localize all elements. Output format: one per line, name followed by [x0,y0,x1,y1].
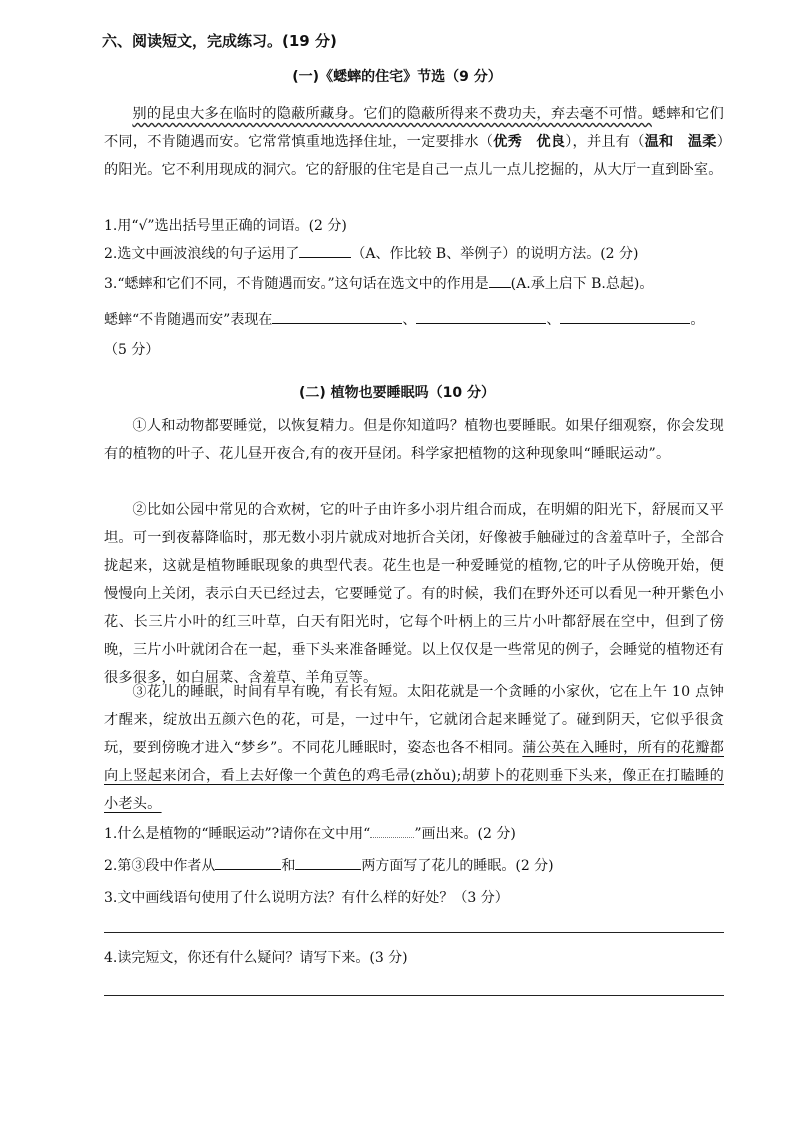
underlined-sentence: 蒲公英在入睡时，所有的花瓣都向上竖起来闭合，看上去好像一个黄色的鸡毛帚(zhǒu);胡萝卜的花则垂下头来，像正在打瞌睡的小老头。 [104,740,724,812]
part2-title: (二) 植物也要睡眠吗（10 分） [298,385,496,401]
passage-text: ）的阳光。它不利用现成的洞穴。它的舒服的住宅是自己一点儿一点儿挖掘的，从大厅一直到卧室。 [104,134,724,178]
choice-group-1[interactable]: 优秀 优良 [493,134,566,150]
part2-question-3: 3.文中画线语句使用了什么说明方法？有什么样的好处？（3 分） [104,890,509,906]
passage-text: 蟋蟀和它们不同，不肯随遇而安。它常常慎重地选择住址，一定要排水（ [104,106,724,150]
part2-paragraph-3 [104,678,724,818]
question-text: 2.第③段中作者从 [104,858,216,874]
question-text: （A、作比较 B、举例子）的说明方法。(2 分) [351,246,639,262]
part2-question-1 [104,820,726,848]
choice-group-2[interactable]: 温和 温柔 [644,134,717,150]
wavy-underlined-sentence: 别的昆虫大多在临时的隐蔽所藏身。它们的隐蔽所得来不费功夫，弃去毫不可惜。 [132,106,652,122]
part1-passage [104,100,724,184]
part1-question-2 [104,240,726,268]
question-text: 3.“蟋蟀和它们不同，不肯随遇而安。”这句话在选文中的作用是 [104,276,489,292]
section-title: 六、阅读短文，完成练习。(19 分) [102,32,337,50]
answer-blank[interactable] [416,307,546,324]
question-text: 两方面写了花儿的睡眠。(2 分) [361,858,554,874]
question-text: 1.什么是植物的“睡眠运动”?请你在文中用“ [104,826,371,842]
passage-text: ③花儿的睡眠，时间有早有晚，有长有短。太阳花就是一个贪睡的小家伙，它在上午 10 点钟才醒来，绽放出五颜六色的花，可是，一过中午，它就闭合起来睡觉了。碰到阴天，它似乎很贪玩，要到傍晚才进入“梦乡”。不同花儿睡眠时，姿态也各不相同。 [104,684,724,756]
part1-question-3-cont [104,306,726,334]
dotted-mark-sample [370,823,414,838]
answer-blank[interactable] [215,853,281,870]
question-text: ”画出来。(2 分) [414,826,516,842]
part1-title: (一)《蟋蟀的住宅》节选（9 分） [292,69,502,85]
part1-question-3-score: （5 分） [104,342,160,358]
answer-blank[interactable] [295,853,361,870]
part2-question-4: 4.读完短文，你还有什么疑问？请写下来。(3 分) [104,950,408,966]
part2-paragraph-2: ②比如公园中常见的合欢树，它的叶子由许多小羽片组合而成，在明媚的阳光下，舒展而又平坦。可一到夜幕降临时，那无数小羽片就成对地折合关闭，好像被手触碰过的含羞草叶子，全部合拢起来，这就是植物睡眠现象的典型代表。花生也是一种爱睡觉的植物,它的叶子从傍晚开始，便慢慢向上关闭，表示白天已经过去，它要睡觉了。有的时候，我们在野外还可以看见一种开紫色小花、长三片小叶的红三叶草，白天有阳光时，它每个叶柄上的三片小叶都舒展在空中，但到了傍晚，三片小叶就闭合在一起，垂下头来准备睡觉。以上仅仅是一些常见的例子，会睡觉的植物还有很多很多，如白屈菜、含羞草、羊角豆等。 [104,502,724,686]
question-text: (A.承上启下 B.总起)。 [510,276,654,292]
answer-blank[interactable] [299,241,351,258]
answer-blank[interactable] [272,307,402,324]
question-text: 和 [281,858,296,874]
part1-question-1: 1.用“√”选出括号里正确的词语。(2 分) [104,218,347,234]
part2-question-2 [104,852,726,880]
passage-text: ），并且有（ [565,134,645,150]
part1-question-3 [104,270,726,298]
answer-line[interactable] [104,995,724,996]
separator: 、 [546,312,561,328]
separator: 、 [402,312,417,328]
question-text: 2.选文中画波浪线的句子运用了 [104,246,300,262]
question-text: 蟋蟀“不肯随遇而安”表现在 [104,312,273,328]
answer-line[interactable] [104,932,724,933]
period: 。 [690,312,705,328]
answer-blank[interactable] [560,307,690,324]
part2-paragraph-1: ①人和动物都要睡觉，以恢复精力。但是你知道吗？植物也要睡眠。如果仔细观察，你会发现有的植物的叶子、花儿昼开夜合,有的夜开昼闭。科学家把植物的这种现象叫“睡眠运动”。 [104,418,724,462]
answer-blank[interactable] [489,271,511,288]
